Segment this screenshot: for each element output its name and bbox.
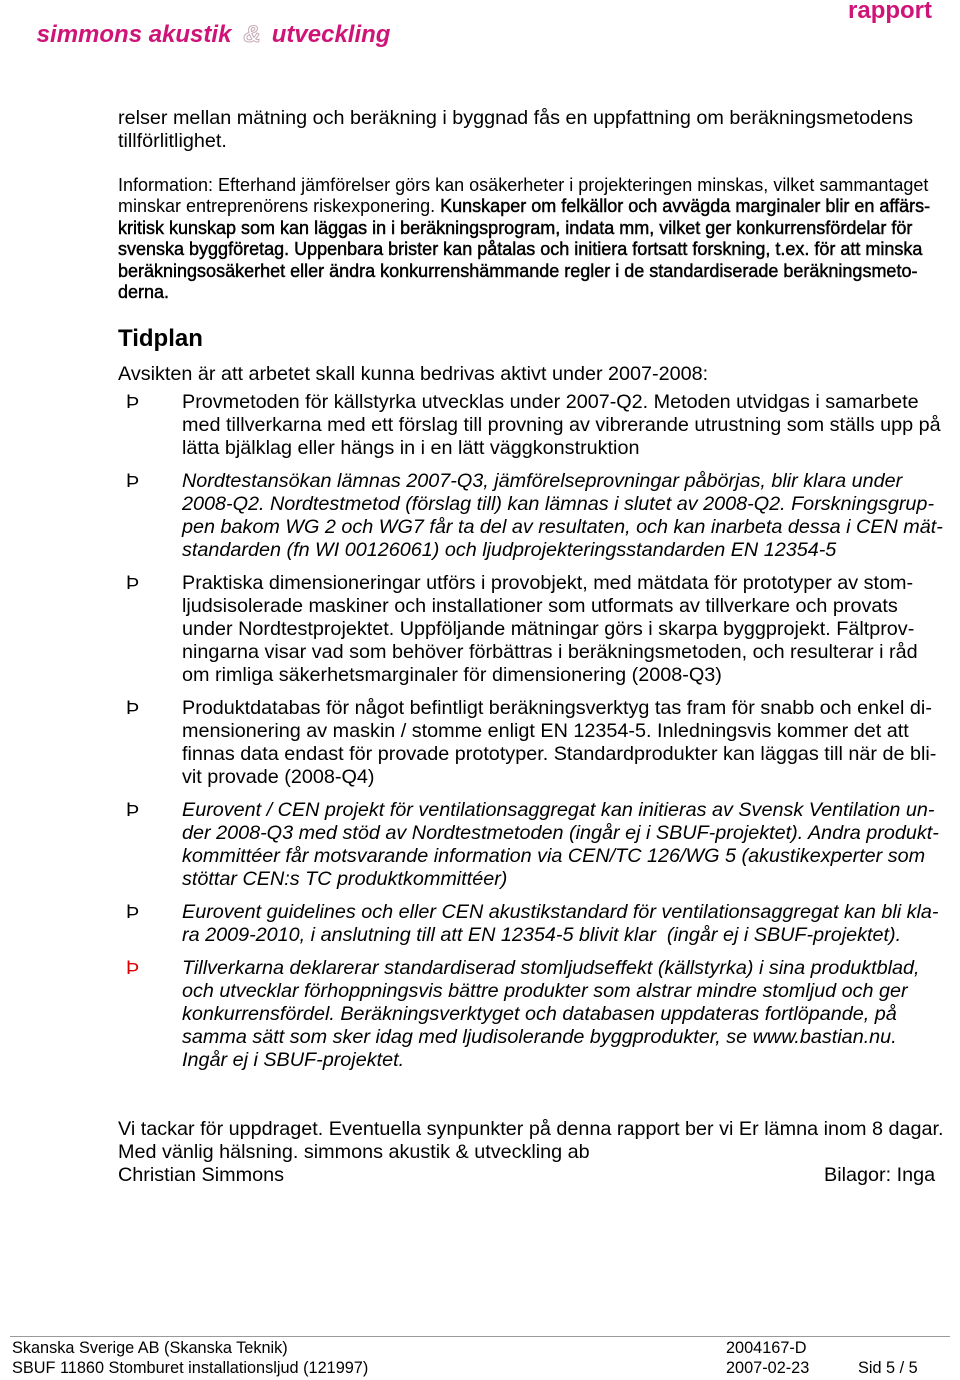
bullet-text — [182, 957, 960, 1072]
intro-line: relser mellan mätning och beräkning i byggnad fås en uppfattning om beräkningsmetodens — [118, 107, 914, 129]
brand-name-right: utveckling — [271, 21, 391, 48]
closing-section — [118, 1118, 948, 1187]
bullet-line: Eurovent guidelines och eller CEN akustikstandard för ventilationsaggregat kan bli kla- — [182, 901, 939, 923]
schedule-bullet-item — [0, 391, 960, 460]
bullet-line: samma sätt som sker idag med ljudisolerande byggprodukter, se www.bastian.nu. — [182, 1026, 897, 1048]
closing-greeting: Med vänlig hälsning. simmons akustik & utveckling ab — [118, 1141, 590, 1163]
intro-paragraph — [118, 107, 913, 153]
bullet-line: Nordtestansökan lämnas 2007-Q3, jämförelseprovningar påbörjas, blir klara under — [182, 470, 903, 492]
company-logo-text — [10, 0, 390, 71]
footer-client: Skanska Sverige AB (Skanska Teknik) — [12, 1339, 288, 1357]
signature-row — [118, 1164, 948, 1187]
bullet-symbol: Þ — [126, 391, 140, 413]
bullet-line: vit provade (2008-Q4) — [182, 766, 375, 788]
schedule-bullet-list — [0, 391, 960, 1082]
bullet-line: om rimliga säkerhetsmarginaler för dimensionering (2008-Q3) — [182, 664, 722, 686]
schedule-bullet-item — [0, 697, 960, 789]
signature-name: Christian Simmons — [118, 1164, 284, 1186]
bullet-line: Tillverkarna deklarerar standardiserad stomljudseffekt (källstyrka) i sina produktblad, — [182, 957, 920, 979]
bullet-text — [182, 470, 960, 562]
footer-date: 2007-02-23 — [726, 1359, 810, 1377]
information-paragraph — [118, 175, 930, 303]
bullet-line: Eurovent / CEN projekt för ventilationsaggregat kan initieras av Svensk Ventilation un- — [182, 799, 935, 821]
bullet-line: kommittéer får motsvarande information via CEN/TC 126/WG 5 (akustikexperter som — [182, 845, 926, 867]
bullet-line: ra 2009-2010, i anslutning till att EN 12354-5 blivit klar (ingår ej i SBUF-projektet). — [182, 924, 902, 946]
bullet-line: under Nordtestprojektet. Uppföljande mätningar görs i skarpa byggprojekt. Fältprov- — [182, 618, 915, 640]
brand-ampersand: & — [243, 21, 261, 48]
page-footer — [0, 1338, 960, 1378]
bullet-line: Ingår ej i SBUF-projektet. — [182, 1049, 405, 1071]
section-heading: Tidplan — [118, 325, 203, 352]
information-line: kritisk kunskap som kan läggas in i beräkningsprogram, indata mm, vilket ger konkurrensfördelar för — [118, 217, 913, 238]
brand-name-left: simmons akustik — [36, 21, 232, 48]
bullet-text — [182, 572, 960, 687]
schedule-intro — [118, 363, 708, 386]
bullet-line: lätta bjälklag eller hängs in i en lätt väggkonstruktion — [182, 437, 640, 459]
bullet-line: med tillverkarna med ett förslag till provning av vibrerande utrustning som ställs upp på — [182, 414, 941, 436]
bullet-text — [182, 901, 960, 947]
footer-project-number: 2004167-D — [726, 1339, 807, 1357]
bullet-line: Praktiska dimensioneringar utförs i provobjekt, med mätdata för prototyper av stom- — [182, 572, 914, 594]
bullet-symbol: Þ — [126, 799, 140, 821]
footer-project: SBUF 11860 Stomburet installationsljud (121997) — [12, 1359, 369, 1377]
footer-page-number: Sid 5 / 5 — [858, 1359, 918, 1377]
information-line — [118, 196, 930, 217]
information-line-part-emphasis: Kunskaper om felkällor och avvägda marginaler blir en affärs- — [440, 196, 931, 217]
closing-thanks: Vi tackar för uppdraget. Eventuella synpunkter på denna rapport ber vi Er lämna inom 8 dagar. — [118, 1118, 944, 1140]
bullet-symbol: Þ — [126, 901, 140, 923]
bullet-line: Produktdatabas för något befintligt beräkningsverktyg tas fram för snabb och enkel di- — [182, 697, 932, 719]
schedule-bullet-item — [0, 470, 960, 562]
bullet-line: 2008-Q2. Nordtestmetod (förslag till) kan lämnas i slutet av 2008-Q2. Forskningsgrup- — [182, 493, 935, 515]
bullet-text — [182, 697, 960, 789]
bullet-line: mensionering av maskin / stomme enligt EN 12354-5. Inledningsvis kommer det att — [182, 720, 909, 742]
bullet-line: ningarna visar vad som behöver förbättras i beräkningsmetoden, och resulterar i råd — [182, 641, 918, 663]
information-line: svenska byggföretag. Uppenbara brister kan påtalas och initiera fortsatt forskning, t.ex. för att minska — [118, 239, 923, 260]
footer-divider — [10, 1336, 950, 1337]
attachments-note: Bilagor: Inga — [824, 1164, 936, 1186]
bullet-text — [182, 799, 960, 891]
bullet-line: och utvecklar förhoppningsvis bättre produkter som alstrar mindre stomljud och ger — [182, 980, 908, 1002]
bullet-symbol: Þ — [126, 572, 140, 594]
bullet-symbol: Þ — [126, 697, 140, 719]
schedule-intro-line: Avsikten är att arbetet skall kunna bedrivas aktivt under 2007-2008: — [118, 363, 709, 385]
bullet-line: stöttar CEN:s TC produktkommittéer) — [182, 868, 508, 890]
bullet-text — [182, 391, 960, 460]
intro-line: tillförlitlighet. — [118, 130, 227, 152]
schedule-bullet-item — [0, 957, 960, 1072]
schedule-bullet-item — [0, 901, 960, 947]
schedule-bullet-item — [0, 572, 960, 687]
bullet-symbol-highlighted: Þ — [126, 957, 140, 979]
bullet-line: konkurrensfördel. Beräkningsverktyget och databasen uppdateras fortlöpande, på — [182, 1003, 897, 1025]
bullet-line: Provmetoden för källstyrka utvecklas under 2007-Q2. Metoden utvidgas i samarbete — [182, 391, 919, 413]
bullet-line: finnas data endast för provade prototyper. Standardprodukter kan läggas till när de bli- — [182, 743, 937, 765]
document-type-label: rapport — [848, 0, 932, 24]
bullet-symbol: Þ — [126, 470, 140, 492]
information-line-part: minskar entreprenörens riskexponering. — [118, 196, 441, 217]
schedule-bullet-item — [0, 799, 960, 891]
bullet-line: der 2008-Q3 med stöd av Nordtestmetoden (ingår ej i SBUF-projektet). Andra produkt- — [182, 822, 939, 844]
information-line: beräkningsosäkerhet eller ändra konkurrenshämmande regler i de standardiserade beräkningsmeto- — [118, 260, 918, 281]
bullet-line: ljudsisolerade maskiner och installationer som utformats av tillverkare och provats — [182, 595, 898, 617]
information-line: derna. — [118, 282, 170, 303]
bullet-line: pen bakom WG 2 och WG7 får ta del av resultaten, och kan inarbeta dessa i CEN mät- — [182, 516, 943, 538]
bullet-line: standarden (fn WI 00126061) och ljudprojekteringsstandarden EN 12354-5 — [182, 539, 837, 561]
information-line: Information: Efterhand jämförelser görs kan osäkerheter i projekteringen minskas, vilket sammantaget — [118, 175, 929, 195]
